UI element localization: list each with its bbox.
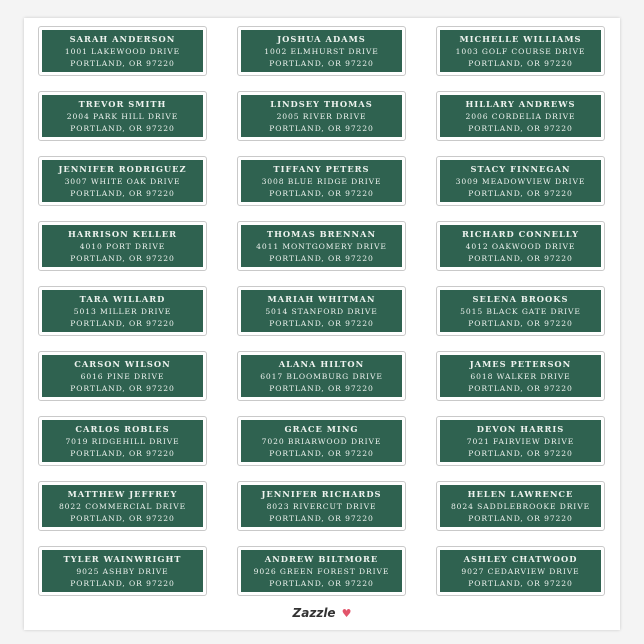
street-address: 3007 WHITE OAK DRIVE — [64, 176, 181, 186]
recipient-name: HELEN LAWRENCE — [467, 488, 574, 499]
recipient-name: RICHARD CONNELLY — [461, 228, 580, 239]
city-state-zip: PORTLAND, OR 97220 — [70, 383, 175, 393]
city-state-zip: PORTLAND, OR 97220 — [70, 448, 175, 458]
city-state-zip: PORTLAND, OR 97220 — [70, 318, 175, 328]
city-state-zip: PORTLAND, OR 97220 — [269, 448, 374, 458]
address-label — [42, 95, 203, 137]
recipient-name: HILLARY ANDREWS — [465, 98, 576, 109]
street-address: 5013 MILLER DRIVE — [73, 306, 172, 316]
address-label — [241, 95, 402, 137]
street-address: 4010 PORT DRIVE — [79, 241, 166, 251]
street-address: 9025 ASHBY DRIVE — [76, 566, 169, 576]
address-sticker — [436, 546, 605, 596]
recipient-name: THOMAS BRENNAN — [266, 228, 377, 239]
address-label — [42, 485, 203, 527]
city-state-zip: PORTLAND, OR 97220 — [468, 578, 573, 588]
address-label — [241, 225, 402, 267]
recipient-name: DEVON HARRIS — [476, 423, 565, 434]
address-label — [241, 290, 402, 332]
street-address: 9027 CEDARVIEW DRIVE — [461, 566, 580, 576]
address-sticker — [38, 91, 207, 141]
sticker-sheet — [24, 18, 620, 630]
address-sticker — [237, 156, 406, 206]
address-sticker — [237, 221, 406, 271]
address-label — [241, 550, 402, 592]
city-state-zip: PORTLAND, OR 97220 — [468, 383, 573, 393]
recipient-name: MARIAH WHITMAN — [267, 293, 376, 304]
street-address: 6018 WALKER DRIVE — [470, 371, 571, 381]
city-state-zip: PORTLAND, OR 97220 — [70, 578, 175, 588]
address-label — [440, 290, 601, 332]
address-label — [440, 485, 601, 527]
city-state-zip: PORTLAND, OR 97220 — [269, 578, 374, 588]
recipient-name: JENNIFER RODRIGUEZ — [58, 163, 187, 174]
address-label — [440, 160, 601, 202]
recipient-name: CARSON WILSON — [74, 358, 171, 369]
street-address: 4011 MONTGOMERY DRIVE — [256, 241, 387, 251]
recipient-name: JENNIFER RICHARDS — [261, 488, 382, 499]
address-sticker — [436, 91, 605, 141]
recipient-name: SELENA BROOKS — [472, 293, 569, 304]
address-sticker — [237, 416, 406, 466]
address-label — [42, 550, 203, 592]
address-sticker — [436, 416, 605, 466]
label-grid — [38, 26, 606, 596]
recipient-name: HARRISON KELLER — [67, 228, 178, 239]
street-address: 5015 BLACK GATE DRIVE — [460, 306, 581, 316]
address-label — [440, 355, 601, 397]
recipient-name: LINDSEY THOMAS — [270, 98, 373, 109]
address-sticker — [38, 221, 207, 271]
recipient-name: JAMES PETERSON — [469, 358, 572, 369]
recipient-name: TREVOR SMITH — [78, 98, 167, 109]
recipient-name: CARLOS ROBLES — [75, 423, 170, 434]
street-address: 4012 OAKWOOD DRIVE — [465, 241, 576, 251]
street-address: 5014 STANFORD DRIVE — [265, 306, 378, 316]
address-label — [42, 30, 203, 72]
street-address: 7019 RIDGEHILL DRIVE — [65, 436, 180, 446]
street-address: 3008 BLUE RIDGE DRIVE — [261, 176, 382, 186]
city-state-zip: PORTLAND, OR 97220 — [468, 253, 573, 263]
address-label — [440, 420, 601, 462]
address-sticker — [237, 351, 406, 401]
address-sticker — [237, 286, 406, 336]
street-address: 8023 RIVERCUT DRIVE — [266, 501, 377, 511]
recipient-name: STACY FINNEGAN — [470, 163, 571, 174]
address-sticker — [38, 416, 207, 466]
recipient-name: GRACE MING — [284, 423, 359, 434]
recipient-name: TYLER WAINWRIGHT — [63, 553, 182, 564]
address-sticker — [436, 221, 605, 271]
street-address: 1001 LAKEWOOD DRIVE — [64, 46, 181, 56]
city-state-zip: PORTLAND, OR 97220 — [70, 513, 175, 523]
address-sticker — [237, 481, 406, 531]
address-sticker — [436, 26, 605, 76]
address-label — [241, 355, 402, 397]
city-state-zip: PORTLAND, OR 97220 — [70, 123, 175, 133]
address-label — [440, 95, 601, 137]
address-sticker — [38, 26, 207, 76]
address-sticker — [38, 351, 207, 401]
street-address: 2006 CORDELIA DRIVE — [465, 111, 576, 121]
recipient-name: ASHLEY CHATWOOD — [463, 553, 578, 564]
address-sticker — [38, 286, 207, 336]
city-state-zip: PORTLAND, OR 97220 — [269, 253, 374, 263]
address-sticker — [237, 91, 406, 141]
city-state-zip: PORTLAND, OR 97220 — [269, 383, 374, 393]
heart-icon: ♥ — [341, 607, 352, 620]
brand-name: Zazzle — [292, 606, 336, 620]
city-state-zip: PORTLAND, OR 97220 — [269, 58, 374, 68]
recipient-name: ANDREW BILTMORE — [264, 553, 379, 564]
city-state-zip: PORTLAND, OR 97220 — [70, 253, 175, 263]
address-label — [42, 225, 203, 267]
city-state-zip: PORTLAND, OR 97220 — [269, 123, 374, 133]
address-label — [440, 550, 601, 592]
address-label — [241, 30, 402, 72]
street-address: 8024 SADDLEBROOKE DRIVE — [450, 501, 591, 511]
street-address: 9026 GREEN FOREST DRIVE — [253, 566, 390, 576]
address-label — [241, 160, 402, 202]
address-label — [440, 30, 601, 72]
address-sticker — [436, 156, 605, 206]
city-state-zip: PORTLAND, OR 97220 — [468, 58, 573, 68]
address-label — [42, 420, 203, 462]
recipient-name: MATTHEW JEFFREY — [67, 488, 178, 499]
city-state-zip: PORTLAND, OR 97220 — [269, 188, 374, 198]
street-address: 2005 RIVER DRIVE — [276, 111, 367, 121]
recipient-name: ALANA HILTON — [278, 358, 365, 369]
city-state-zip: PORTLAND, OR 97220 — [468, 448, 573, 458]
recipient-name: SARAH ANDERSON — [69, 33, 176, 44]
brand-footer — [0, 606, 644, 620]
street-address: 7021 FAIRVIEW DRIVE — [466, 436, 575, 446]
address-label — [42, 290, 203, 332]
street-address: 8022 COMMERCIAL DRIVE — [58, 501, 187, 511]
recipient-name: MICHELLE WILLIAMS — [459, 33, 582, 44]
address-sticker — [237, 546, 406, 596]
address-sticker — [38, 481, 207, 531]
recipient-name: TARA WILLARD — [79, 293, 166, 304]
city-state-zip: PORTLAND, OR 97220 — [468, 123, 573, 133]
street-address: 3009 MEADOWVIEW DRIVE — [455, 176, 586, 186]
address-label — [42, 355, 203, 397]
city-state-zip: PORTLAND, OR 97220 — [468, 188, 573, 198]
address-sticker — [436, 481, 605, 531]
street-address: 6017 BLOOMBURG DRIVE — [260, 371, 383, 381]
street-address: 7020 BRIARWOOD DRIVE — [261, 436, 382, 446]
recipient-name: TIFFANY PETERS — [273, 163, 370, 174]
address-label — [440, 225, 601, 267]
city-state-zip: PORTLAND, OR 97220 — [269, 318, 374, 328]
address-sticker — [38, 156, 207, 206]
street-address: 6016 PINE DRIVE — [80, 371, 165, 381]
address-sticker — [38, 546, 207, 596]
street-address: 1003 GOLF COURSE DRIVE — [455, 46, 586, 56]
city-state-zip: PORTLAND, OR 97220 — [468, 318, 573, 328]
address-label — [42, 160, 203, 202]
city-state-zip: PORTLAND, OR 97220 — [468, 513, 573, 523]
address-label — [241, 420, 402, 462]
city-state-zip: PORTLAND, OR 97220 — [70, 58, 175, 68]
recipient-name: JOSHUA ADAMS — [277, 33, 366, 44]
address-sticker — [237, 26, 406, 76]
address-sticker — [436, 351, 605, 401]
address-label — [241, 485, 402, 527]
street-address: 2004 PARK HILL DRIVE — [66, 111, 179, 121]
street-address: 1002 ELMHURST DRIVE — [264, 46, 379, 56]
city-state-zip: PORTLAND, OR 97220 — [269, 513, 374, 523]
city-state-zip: PORTLAND, OR 97220 — [70, 188, 175, 198]
address-sticker — [436, 286, 605, 336]
